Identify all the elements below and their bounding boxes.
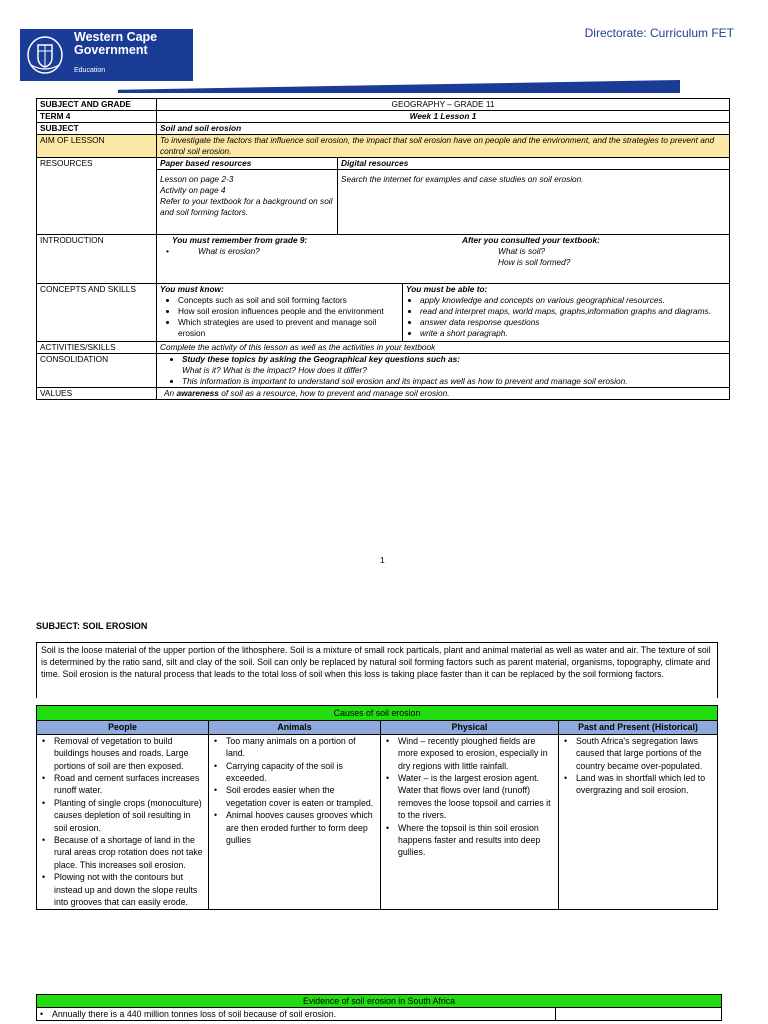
intro-left-heading: You must remember from grade 9: [172,235,308,245]
table-row [37,388,730,400]
org-name: Western Cape Government [74,30,158,57]
list-item: • Land was in shortfall which led to overgrazing and soil erosion. [576,772,714,797]
list-item: Activity on page 4 [160,185,226,195]
list-item: • Which strategies are used to prevent and manage soil erosion [178,317,399,339]
list-item: • read and interpret maps, world maps, graphs,information graphs and diagrams. [420,306,726,317]
row-label: SUBJECT AND GRADE [37,99,157,111]
section-title: SUBJECT: SOIL EROSION [36,621,148,631]
aim-value: To investigate the factors that influence soil erosion, the impact that soil erosion have on people and the environment, and the strategies to prevent and control soil erosion. [157,135,730,158]
column-header: Animals [209,721,381,734]
directorate-label: Directorate: Curriculum FET [584,26,734,40]
row-label: INTRODUCTION [37,235,157,284]
physical-causes [381,734,559,909]
row-label: AIM OF LESSON [37,135,157,158]
list-item: • Water – is the largest erosion agent. Water that flows over land (runoff) removes the loose topsoil and carries it to the rivers. [398,772,555,822]
table-row [37,354,730,388]
list-item: • Removal of vegetation to build buildings houses and roads. Large portions of soil are then exposed. [54,735,205,772]
list-item: • write a short paragraph. [420,328,726,339]
list-item: • Soil erodes easier when the vegetation cover is eaten or trampled. [226,784,377,809]
historical-causes [559,734,718,909]
list-item: • Plowing not with the contours but instead up and down the slope reults into grooves that can easily erode. [54,871,205,908]
row-label: RESOURCES [37,158,157,235]
intro-paragraph: Soil is the loose material of the upper portion of the lithosphere. Soil is a mixture of small rock particals, plant and animal material as well as water and air. The texture of soil is determined by the ratio sand, silt and clay of the soil. Soil can only be replaced by natural soil forming factors such as parent material, organisms, topography, climate and time. Soil erosion is the natural process that leads to the total loss of soil when this loss is taking place faster than it can be replaced by the soil formiong factors. [36,642,718,698]
table-row [37,284,730,342]
row-label: VALUES [37,388,157,400]
list-item: • Animal hooves causes grooves which are then eroded further to form deep gullies [226,809,377,846]
table-row [37,99,730,111]
list-item: • Concepts such as soil and soil forming factors [178,295,399,306]
list-item: • Road and cement surfaces increases runoff water. [54,772,205,797]
list-item: • Where the topsoil is thin soil erosion happens faster and results into deep gullies. [398,822,555,859]
table-row [37,135,730,158]
able-heading: You must be able to: [406,284,488,294]
subject-value: Soil and soil erosion [157,123,730,135]
subject-grade-value: GEOGRAPHY – GRADE 11 [157,99,730,111]
evidence-side-cell [556,1008,722,1021]
evidence-table [36,994,722,1021]
column-header: Past and Present (Historical) [559,721,718,734]
list-item: Refer to your textbook for a background on soil and soil forming factors. [160,196,333,217]
column-header: Physical [381,721,559,734]
introduction-cell: You must remember from grade 9: • What is erosion? After you consulted your textbook: What is soil? How is soil formed? [157,235,730,284]
row-label: CONSOLIDATION [37,354,157,388]
evidence-list: • Annually there is a 440 million tonnes loss of soil because of soil erosion. [37,1008,556,1021]
values-value: An awareness of soil as a resource, how to prevent and manage soil erosion. [157,388,730,400]
coat-of-arms-icon [26,35,64,75]
list-item: • South Africa's segregation laws caused that large portions of the country became over-populated. [576,735,714,772]
list-item: • answer data response questions [420,317,726,328]
consolidation-cell [157,354,730,388]
intro-right-heading: After you consulted your textbook: [462,235,600,245]
digital-resources-heading: Digital resources [338,158,730,170]
term-value: Week 1 Lesson 1 [157,111,730,123]
list-item: • Wind – recently ploughed fields are more exposed to erosion, especially in dry regions with little rainfall. [398,735,555,772]
table-row [37,123,730,135]
consolidation-heading: Study these topics by asking the Geographical key questions such as: [182,354,461,364]
causes-table [36,705,718,910]
org-subtitle: Education [74,67,106,74]
animal-causes [209,734,381,909]
concepts-cell [157,284,730,342]
table-row [37,342,730,354]
people-causes [37,734,209,909]
row-label: CONCEPTS AND SKILLS [37,284,157,342]
list-item: • apply knowledge and concepts on various geographical resources. [420,295,726,306]
row-label: ACTIVITIES/SKILLS [37,342,157,354]
list-item: How is soil formed? [498,257,571,267]
activities-value: Complete the activity of this lesson as well as the activities in your textbook [157,342,730,354]
list-item: What is soil? [498,246,546,256]
digital-resources-value: Search the internet for examples and case studies on soil erosion. [338,170,730,235]
row-label: SUBJECT [37,123,157,135]
list-item: • Too many animals on a portion of land. [226,735,377,760]
column-header: People [37,721,209,734]
know-heading: You must know: [160,284,224,294]
list-item: Lesson on page 2-3 [160,174,234,184]
list-item: • Carrying capacity of the soil is exceeded. [226,760,377,785]
header-accent-bar [118,80,680,93]
page-number: 1 [380,555,385,565]
lesson-overview-table [36,98,730,400]
list-item: What is erosion? [198,246,260,256]
evidence-title: Evidence of soil erosion in South Africa [37,995,722,1008]
causes-title: Causes of soil erosion [37,706,718,721]
table-row [37,111,730,123]
western-cape-logo [20,29,193,81]
paper-resources-list [157,170,338,235]
paper-resources-heading: Paper based resources [157,158,338,170]
list-item: Annually there is a 440 million tonnes loss of soil because of soil erosion. [52,1009,337,1019]
consolidation-questions: What is it? What is the impact? How does it differ? [182,365,367,375]
list-item: • Because of a shortage of land in the rural areas crop rotation does not take place. This increases soil erosion. [54,834,205,871]
list-item: • This information is important to understand soil erosion and its impact as well as how to prevent and manage soil erosion. [182,376,726,387]
row-label: TERM 4 [37,111,157,123]
list-item: • How soil erosion influences people and the environment [178,306,399,317]
table-row [37,158,730,170]
table-row [37,235,730,284]
list-item: • Planting of single crops (monoculture) causes depletion of soil resulting in soil erosion. [54,797,205,834]
